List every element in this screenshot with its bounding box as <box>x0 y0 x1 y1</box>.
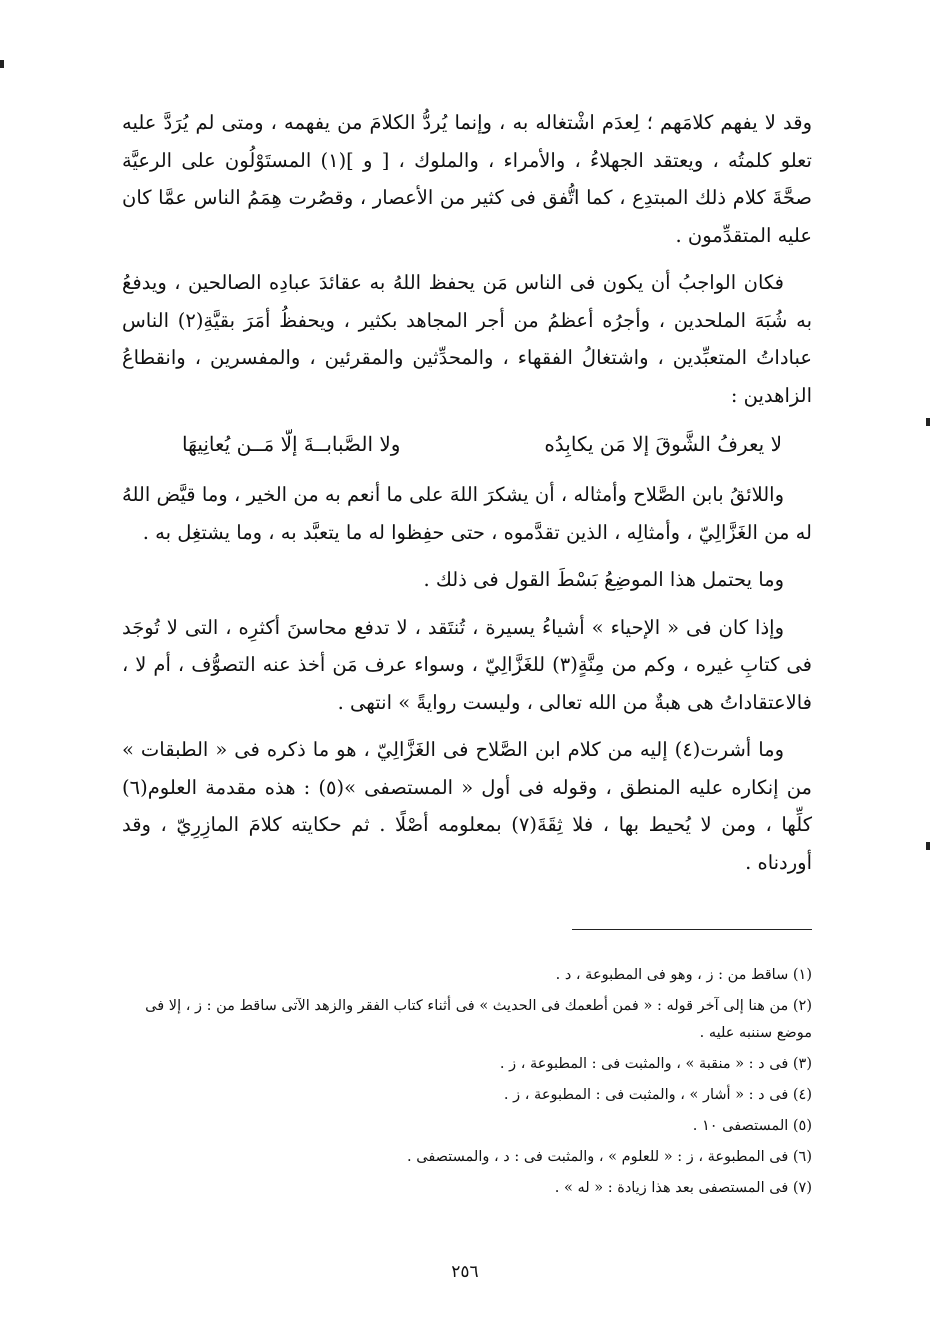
scan-edge-mark-left <box>0 60 4 68</box>
footnote-2: (٢) من هنا إلى آخر قوله : « فمن أطعمك فى الحديث » فى أثناء كتاب الفقر والزهد الآتى ساقط من : ز ، إلا فى موضع سننبه عليه . <box>145 998 812 1041</box>
footnote-5: (٥) المستصفى ١٠ . <box>692 1118 812 1134</box>
paragraph-4: وما يحتمل هذا الموضِعُ بَسْطَ القول فى ذلك . <box>423 568 784 591</box>
footnotes <box>122 962 812 1206</box>
footnote-7: (٧) فى المستصفى بعد هذا زيادة : « له » . <box>554 1180 812 1196</box>
footnote-3: (٣) فى د : « منقبة » ، والمثبت فى : المطبوعة ، ز . <box>499 1056 812 1072</box>
page-number: ٢٥٦ <box>451 1262 479 1282</box>
paragraph-2: فكان الواجبُ أن يكون فى الناس مَن يحفظ اللهُ به عقائدَ عبادِه الصالحين ، ويدفعُ به شُبَهَ الملحدين ، وأجرُه أعظمُ من أجر المجاهد بكثير ، ويحفظُ أمَرَ بقيَّةِ(٢) الناس عباداتُ المتعبِّدين ، واشتغالُ الفقهاء ، والمحدِّثين والمقرئين ، والمفسرين ، وانقطاعُ الزاهدين : <box>122 271 812 407</box>
paragraph-5: وإذا كان فى « الإحياء » أشياءُ يسيرة ، تُنتَقد ، لا تدفع محاسنَ أكثرِه ، التى لا تُوجَد فى كتابِ غيره ، وكم من مِنَّةٍ(٣) للغَزَّالِيّ ، وسواء عرف مَن أخذ عنه التصوُّف ، أم لا ، فالاعتقاداتُ هى هبةٌ من الله تعالى ، وليست روايةً » انتهى . <box>122 615 812 714</box>
scan-edge-mark-right-bottom <box>926 842 930 850</box>
paragraph-6: وما أشرت(٤) إليه من كلام ابن الصَّلاح فى الغَزَّالِيّ ، هو ما ذكره فى « الطبقات » من إنكاره عليه المنطق ، وقوله فى أول « المستصفى »(٥) : هذه مقدمة العلوم(٦) كلِّها ، ومن لا يُحيط بها ، فلا ثِقَةَ(٧) بمعلومه أصْلًا . ثم حكايته كلامَ المازِرِيّ ، وقد أوردناه . <box>122 738 813 874</box>
footnote-1: (١) ساقط من : ز ، وهو فى المطبوعة ، د . <box>555 967 812 983</box>
footnote-separator <box>572 929 812 930</box>
paragraph-3: واللائقُ بابن الصَّلاح وأمثاله ، أن يشكرَ اللهَ على ما أنعم به من الخير ، وما قيَّض اللهُ له من الغَزَّالِيّ ، وأمثالِه ، الذين تقدَّموه ، حتى حفِظوا له ما يتعبَّد به ، وما يشتغِل به . <box>122 483 812 544</box>
verse-first-hemistich: لا يعرفُ الشَّوقَ إلا مَن يكابِدُه <box>544 432 782 456</box>
scan-edge-mark-right-top <box>926 418 930 426</box>
paragraph-1: وقد لا يفهم كلامَهم ؛ لِعدَم اشْتغاله به ، وإنما يُردُّ الكلامَ من يفهمه ، ومتى لم يُرَدَّ عليه تعلو كلمتُه ، ويعتقد الجهلاءُ ، والأمراء ، والملوك ، [ و ](١) المستَوْلُون على الرعيَّة صحَّةَ كلام ذلك المبتدِع ، كما اتُّفق فى كثير من الأعصار ، وقصُرت هِمَمُ الناس عمَّا كان عليه المتقدِّمون . <box>122 111 812 247</box>
main-text <box>122 104 812 891</box>
footnote-6: (٦) فى المطبوعة ، ز : « للعلوم » ، والمثبت فى : د ، والمستصفى . <box>407 1149 812 1165</box>
footnote-4: (٤) فى د : « أشار » ، والمثبت فى : المطبوعة ، ز . <box>503 1087 812 1103</box>
verse-second-hemistich: ولا الصَّبابــةَ إلّا مَــن يُعانِيهَا <box>182 432 401 456</box>
poetry-verse <box>122 424 812 464</box>
